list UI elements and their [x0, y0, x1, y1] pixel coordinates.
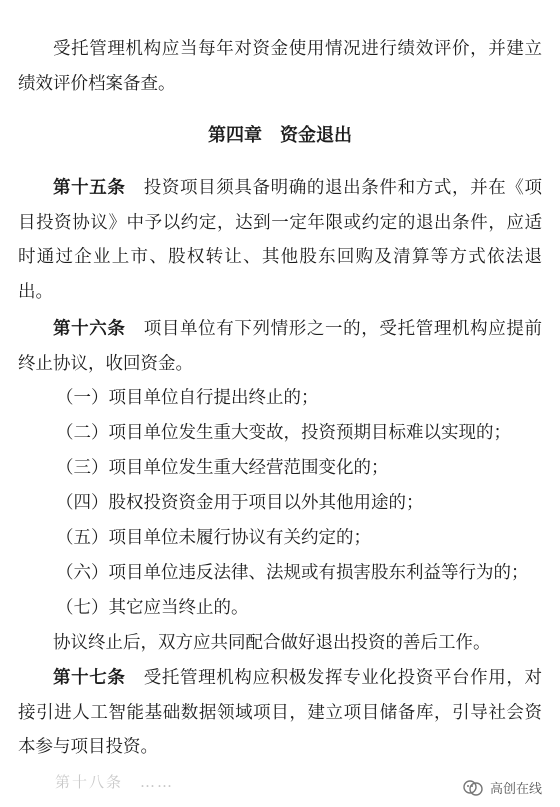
article-15-number: 第十五条 [53, 178, 126, 198]
article-16-item-5: （五）项目单位未履行协议有关约定的； [56, 528, 371, 548]
article-16 [18, 312, 542, 381]
article-16-item-2: （二）项目单位发生重大变故，投资预期目标难以实现的； [56, 423, 511, 443]
article-16-text: 项目单位有下列情形之一的，受托管理机构应提前终止协议，收回资金。 [18, 319, 543, 374]
article-15-text: 投资项目须具备明确的退出条件和方式，并在《项目投资协议》中予以约定，达到一定年限或约定的退出条件，应适时通过企业上市、股权转让、其他股东回购及清算等方式依法退出。 [18, 178, 543, 302]
article-17 [18, 661, 542, 765]
article-17-number: 第十七条 [53, 668, 126, 688]
article-16-item-4: （四）股权投资资金用于项目以外其他用途的； [56, 493, 424, 513]
faded-next-line: 第十八条 …… [55, 773, 175, 791]
article-17-text: 受托管理机构应积极发挥专业化投资平台作用，对接引进人工智能基础数据领域项目，建立项目储备库，引导社会资本参与项目投资。 [18, 668, 543, 757]
wechat-channel-icon [462, 779, 484, 797]
article-16-item-1: （一）项目单位自行提出终止的； [56, 388, 319, 408]
article-16-item-3: （三）项目单位发生重大经营范围变化的； [56, 458, 389, 478]
article-16-item-7: （七）其它应当终止的。 [56, 598, 249, 618]
article-16-number: 第十六条 [53, 319, 126, 339]
article-16-after: 协议终止后，双方应共同配合做好退出投资的善后工作。 [53, 633, 491, 653]
paragraph-performance-evaluation: 受托管理机构应当每年对资金使用情况进行绩效评价，并建立绩效评价档案备查。 [18, 39, 542, 94]
article-15 [18, 171, 542, 309]
source-watermark [462, 778, 542, 797]
watermark-label: 高创在线 [489, 782, 542, 797]
chapter-heading: 第四章 资金退出 [208, 125, 352, 146]
article-16-item-6: （六）项目单位违反法律、法规或有损害股东利益等行为的； [56, 563, 529, 583]
